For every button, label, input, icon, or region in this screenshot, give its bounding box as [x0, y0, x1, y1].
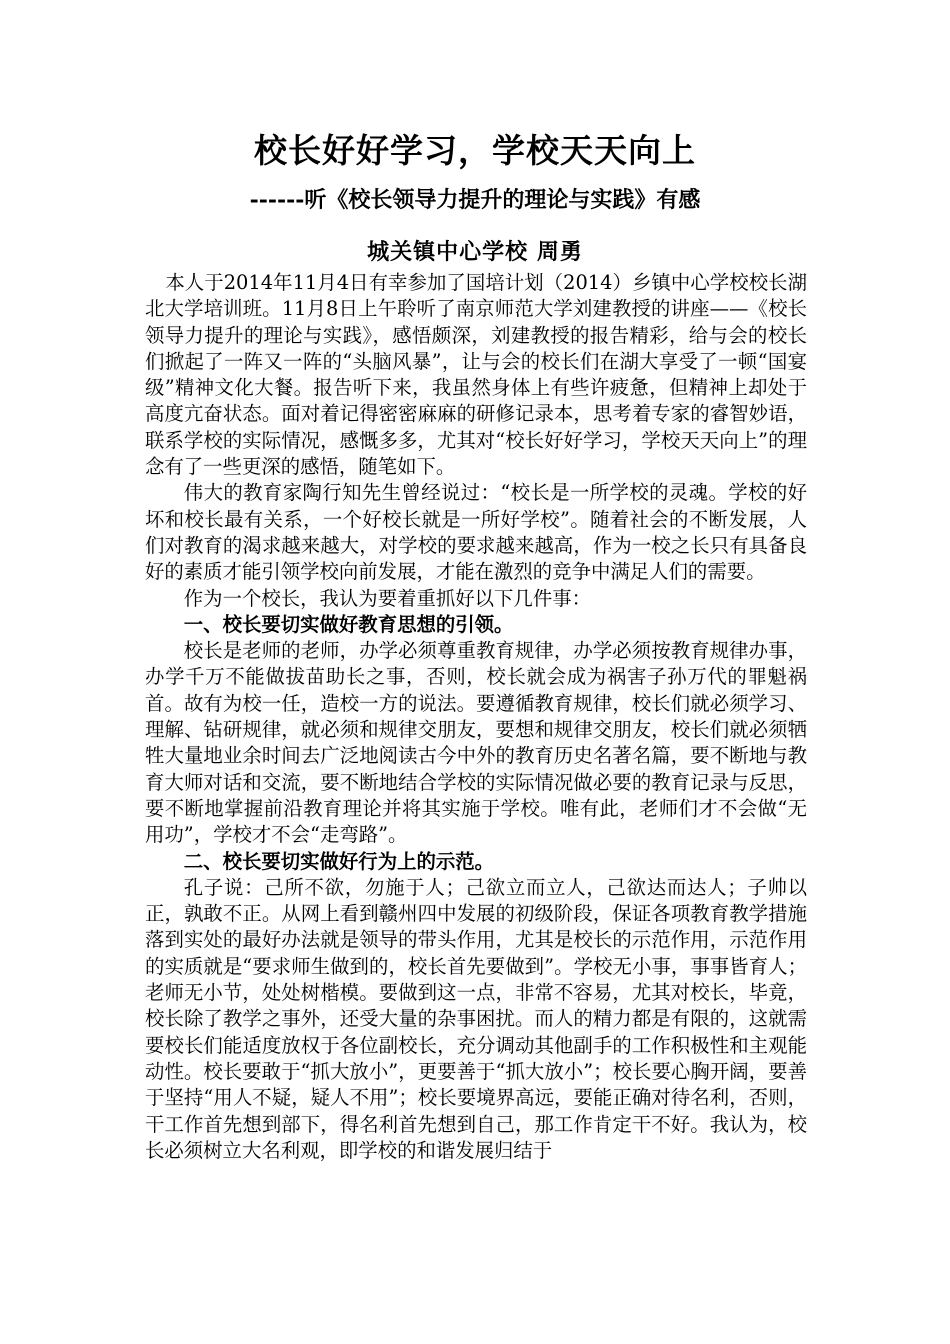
body-paragraph: 孔子说：己所不欲，勿施于人；己欲立而立人，己欲达而达人；子帅以正，孰敢不正。从网上看到赣州四中发展的初级阶段，保证各项教育教学措施落到实处的最好办法就是领导的带头作用，尤其是校长的示范作用，示范作用的实质就是“要求师生做到的，校长首先要做到”。学校无小事，事事皆育人；老师无小节，处处树楷模。要做到这一点，非常不容易，尤其对校长，毕竟，校长除了教学之事外，还受大量的杂事困扰。而人的精力都是有限的，这就需要校长们能适度放权于各位副校长，充分调动其他副手的工作积极性和主观能动性。校长要敢于“抓大放小”，更要善于“抓大放小”；校长要心胸开阔，要善于坚持“用人不疑，疑人不用”；校长要境界高远，要能正确对待名利，否则，干工作首先想到部下，得名利首先想到自己，那工作肯定干不好。我认为，校长必须树立大名利观，即学校的和谐发展归结于 [145, 875, 807, 1162]
document-subtitle: ------听《校长领导力提升的理论与实践》有感 [249, 187, 701, 213]
section-heading: 一、校长要切实做好教育思想的引领。 [183, 612, 514, 636]
document-body [145, 270, 807, 1164]
section-heading: 二、校长要切实做好行为上的示范。 [183, 849, 495, 873]
document-author: 城关镇中心学校 周勇 [367, 239, 583, 265]
body-paragraph: 本人于2014年11月4日有幸参加了国培计划（2014）乡镇中心学校校长湖北大学培训班。11月8日上午聆听了南京师范大学刘建教授的讲座——《校长领导力提升的理论与实践》，感悟颇深，刘建教授的报告精彩，给与会的校长们掀起了一阵又一阵的“头脑风暴”，让与会的校长们在湖大享受了一顿“国宴级”精神文化大餐。报告听下来，我虽然身体上有些许疲惫，但精神上却处于高度亢奋状态。面对着记得密密麻麻的研修记录本，思考着专家的睿智妙语，联系学校的实际情况，感慨多多，尤其对“校长好好学习，学校天天向上”的理念有了一些更深的感悟，随笔如下。 [145, 271, 807, 479]
body-paragraph: 作为一个校长，我认为要着重抓好以下几件事： [183, 586, 591, 610]
document-title: 校长好好学习，学校天天向上 [254, 131, 696, 170]
body-paragraph: 伟大的教育家陶行知先生曾经说过：“校长是一所学校的灵魂。学校的好坏和校长最有关系，一个好校长就是一所好学校”。随着社会的不断发展，人们对教育的渴求越来越大，对学校的要求越来越高，作为一校之长只有具备良好的素质才能引领学校向前发展，才能在激烈的竞争中满足人们的需要。 [145, 481, 807, 584]
body-paragraph: 校长是老师的老师，办学必须尊重教育规律，办学必须按教育规律办事，办学千万不能做拔苗助长之事，否则，校长就会成为祸害子孙万代的罪魁祸首。故有为校一任，造校一方的说法。要遵循教育规律，校长们就必须学习、理解、钻研规律，就必须和规律交朋友，要想和规律交朋友，校长们就必须牺牲大量地业余时间去广泛地阅读古今中外的教育历史名著名篇，要不断地与教育大师对话和交流，要不断地结合学校的实际情况做必要的教育记录与反思，要不断地掌握前沿教育理论并将其实施于学校。唯有此，老师们才不会做“无用功”，学校才不会“走弯路”。 [145, 639, 807, 847]
